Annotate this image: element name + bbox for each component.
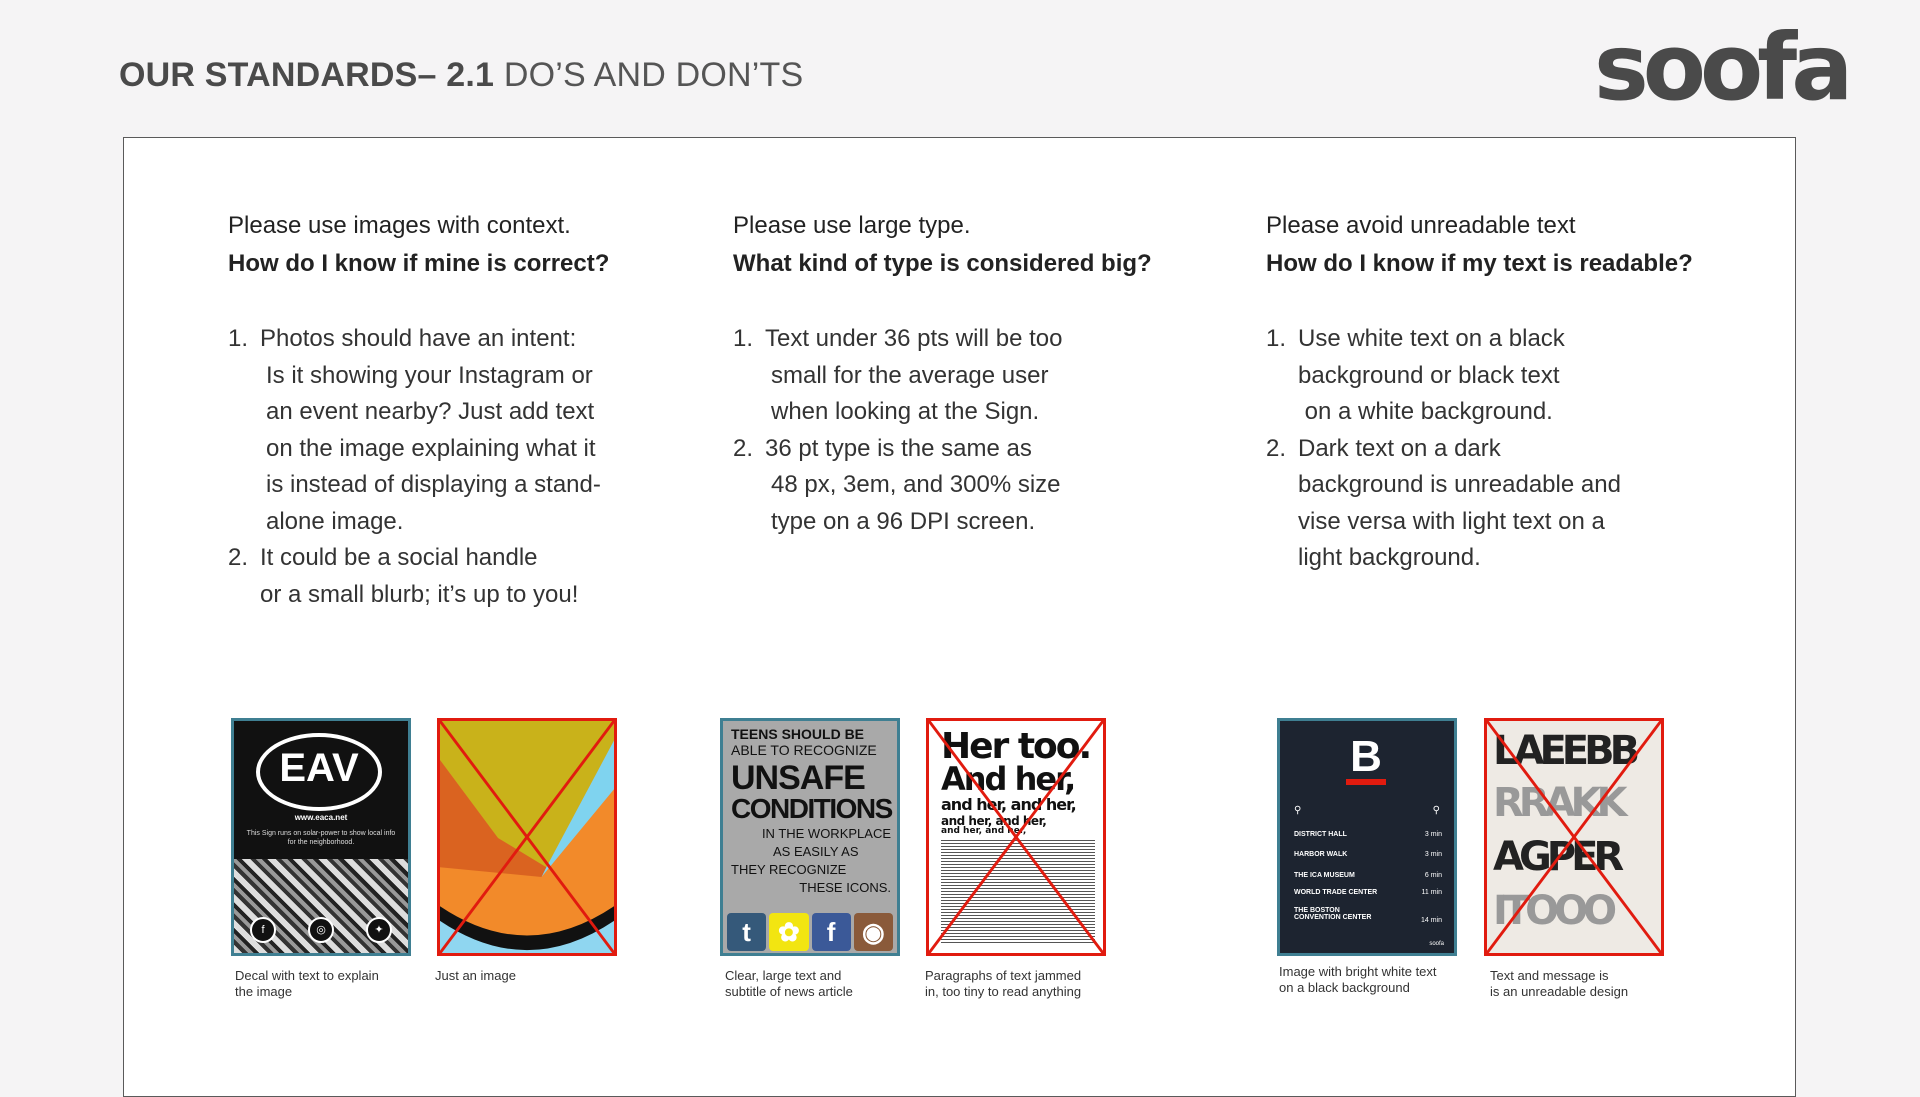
caption bbox=[725, 968, 853, 1000]
list-line: background is unreadable and bbox=[1298, 471, 1621, 498]
destination-name: THE ICA MUSEUM bbox=[1294, 872, 1355, 879]
caption-line: on a black background bbox=[1279, 980, 1410, 995]
guidelines-panel bbox=[123, 137, 1796, 1097]
list-number: 2. bbox=[1266, 434, 1287, 462]
caption-line: in, too tiny to read anything bbox=[925, 984, 1082, 999]
scrambled-letters: AGPER bbox=[1493, 834, 1620, 880]
scrambled-letters: ITOOO bbox=[1493, 888, 1613, 934]
her-line: and her, and her, bbox=[941, 826, 1027, 836]
soofa-logo: soofa bbox=[1594, 14, 1848, 121]
list-number: 2. bbox=[733, 434, 754, 462]
example-white-on-black bbox=[1277, 718, 1457, 956]
list-line: is instead of displaying a stand- bbox=[266, 471, 601, 498]
column-readable bbox=[1266, 207, 1693, 577]
column-intro: Please use images with context. bbox=[228, 212, 571, 239]
list-item bbox=[733, 321, 1152, 431]
caption-line: the image bbox=[235, 984, 293, 999]
caption bbox=[1279, 964, 1437, 996]
example-just-image bbox=[437, 718, 617, 956]
caption-line: Just an image bbox=[435, 968, 516, 983]
destination-name: DISTRICT HALL bbox=[1294, 831, 1347, 838]
scrambled-letters: LAEEBB bbox=[1493, 728, 1636, 774]
facebook-icon: f bbox=[812, 913, 851, 951]
her-line: and her, and her, bbox=[941, 795, 1076, 814]
title-light: DO’S AND DON’TS bbox=[503, 56, 804, 94]
list-item bbox=[228, 321, 609, 540]
list-line: 36 pt type is the same as bbox=[765, 434, 1032, 462]
scrambled-letters: RRAKK bbox=[1493, 780, 1623, 826]
column-intro: Please avoid unreadable text bbox=[1266, 212, 1576, 239]
caption-line: Decal with text to explain bbox=[235, 968, 379, 983]
teens-line: ABLE TO RECOGNIZE bbox=[731, 742, 877, 758]
instagram-icon: ◎ bbox=[308, 917, 334, 943]
caption-line: is an unreadable design bbox=[1490, 984, 1629, 999]
destination-row bbox=[1294, 872, 1442, 879]
title-bold: OUR STANDARDS– 2.1 bbox=[119, 56, 495, 94]
teens-line: THEY RECOGNIZE bbox=[731, 862, 847, 877]
eav-logo: EAV bbox=[256, 733, 382, 811]
list-line: light background. bbox=[1298, 544, 1481, 571]
example-large-type bbox=[720, 718, 900, 956]
list-line: vise versa with light text on a bbox=[1298, 507, 1605, 535]
list-line: or a small blurb; it’s up to you! bbox=[260, 580, 579, 608]
destination-time: 6 min bbox=[1424, 872, 1442, 879]
list-line: type on a 96 DPI screen. bbox=[771, 507, 1036, 535]
column-type bbox=[733, 207, 1152, 540]
list-line: Is it showing your Instagram or bbox=[266, 361, 593, 389]
eav-url: www.eaca.net bbox=[294, 813, 348, 822]
teens-line: CONDITIONS bbox=[731, 793, 892, 824]
destination-time: 11 min bbox=[1421, 889, 1442, 896]
destination-time: 3 min bbox=[1424, 831, 1442, 838]
tumblr-icon: t bbox=[727, 913, 766, 951]
list-line: Photos should have an intent: bbox=[260, 325, 577, 352]
her-line: And her, bbox=[941, 760, 1075, 798]
list-number: 1. bbox=[733, 325, 754, 352]
list-line: 48 px, 3em, and 300% size bbox=[771, 471, 1061, 498]
list-line: on the image explaining what it bbox=[266, 434, 596, 462]
column-question: How do I know if mine is correct? bbox=[228, 250, 610, 277]
twitter-icon: ✦ bbox=[366, 917, 392, 943]
column-intro: Please use large type. bbox=[733, 212, 971, 239]
destination-time: 14 min bbox=[1420, 917, 1442, 924]
facebook-icon: f bbox=[250, 917, 276, 943]
caption bbox=[925, 968, 1081, 1000]
list-line: Use white text on a black bbox=[1298, 325, 1565, 352]
caption-line: subtitle of news article bbox=[725, 984, 853, 999]
teens-line: UNSAFE bbox=[731, 759, 865, 797]
column-images bbox=[228, 207, 609, 613]
list-line: small for the average user bbox=[771, 361, 1049, 389]
destination-row bbox=[1294, 831, 1442, 838]
list-number: 1. bbox=[1266, 325, 1287, 352]
destination-row bbox=[1294, 851, 1442, 858]
caption-line: Clear, large text and bbox=[725, 968, 842, 983]
column-question: What kind of type is considered big? bbox=[733, 250, 1152, 277]
app-icons bbox=[727, 913, 893, 951]
destination-row bbox=[1294, 889, 1442, 896]
caption-line: Paragraphs of text jammed bbox=[925, 968, 1082, 983]
example-eav-decal bbox=[231, 718, 411, 956]
list-item bbox=[228, 540, 609, 613]
caption bbox=[1490, 968, 1628, 1000]
caption-line: Text and message is bbox=[1490, 968, 1609, 983]
snapchat-icon: ✿ bbox=[769, 913, 808, 951]
list-line: on a white background. bbox=[1298, 398, 1553, 425]
caption bbox=[435, 968, 516, 984]
destination-name: THE BOSTON CONVENTION CENTER bbox=[1294, 907, 1372, 921]
list-item bbox=[1266, 321, 1693, 431]
cross-mark-icon bbox=[929, 721, 1103, 953]
walking-icon: ⚲ bbox=[1432, 805, 1440, 816]
her-line: Her too. bbox=[941, 726, 1091, 767]
list-line: Dark text on a dark bbox=[1298, 434, 1501, 462]
destination-row bbox=[1294, 907, 1384, 921]
location-pin-icon: ⚲ bbox=[1294, 805, 1302, 816]
page-title bbox=[119, 56, 803, 95]
building-letter: B bbox=[1346, 735, 1386, 785]
example-tiny-text bbox=[926, 718, 1106, 956]
eav-description: This Sign runs on solar-power to show local info for the neighborhood. bbox=[246, 830, 396, 846]
list-line: Text under 36 pts will be too bbox=[765, 325, 1063, 352]
example-unreadable bbox=[1484, 718, 1664, 956]
destination-name: HARBOR WALK bbox=[1294, 851, 1348, 858]
teens-line: IN THE WORKPLACE bbox=[761, 826, 891, 841]
caption bbox=[235, 968, 379, 1000]
list-line: It could be a social handle bbox=[260, 544, 538, 571]
social-icons bbox=[234, 917, 408, 943]
cross-mark-icon bbox=[1487, 721, 1661, 953]
column-question: How do I know if my text is readable? bbox=[1266, 250, 1693, 277]
teens-line: TEENS SHOULD BE bbox=[731, 726, 865, 742]
her-line: and her, and her, bbox=[941, 814, 1047, 828]
list-line: an event nearby? Just add text bbox=[266, 398, 595, 425]
teens-line: AS EASILY AS bbox=[773, 844, 859, 859]
list-item bbox=[733, 431, 1152, 541]
list-number: 1. bbox=[228, 325, 249, 352]
destination-name: WORLD TRADE CENTER bbox=[1294, 889, 1378, 896]
soofa-brand: soofa bbox=[1429, 941, 1444, 947]
destination-time: 3 min bbox=[1424, 851, 1442, 858]
teens-line: THESE ICONS. bbox=[799, 880, 891, 895]
list-line: background or black text bbox=[1298, 361, 1560, 389]
list-line: alone image. bbox=[266, 507, 404, 535]
list-item bbox=[1266, 431, 1693, 577]
cross-mark-icon bbox=[440, 721, 614, 953]
list-line: when looking at the Sign. bbox=[771, 398, 1040, 425]
caption-line: Image with bright white text bbox=[1279, 964, 1437, 979]
instagram-icon: ◉ bbox=[854, 913, 893, 951]
list-number: 2. bbox=[228, 544, 249, 571]
